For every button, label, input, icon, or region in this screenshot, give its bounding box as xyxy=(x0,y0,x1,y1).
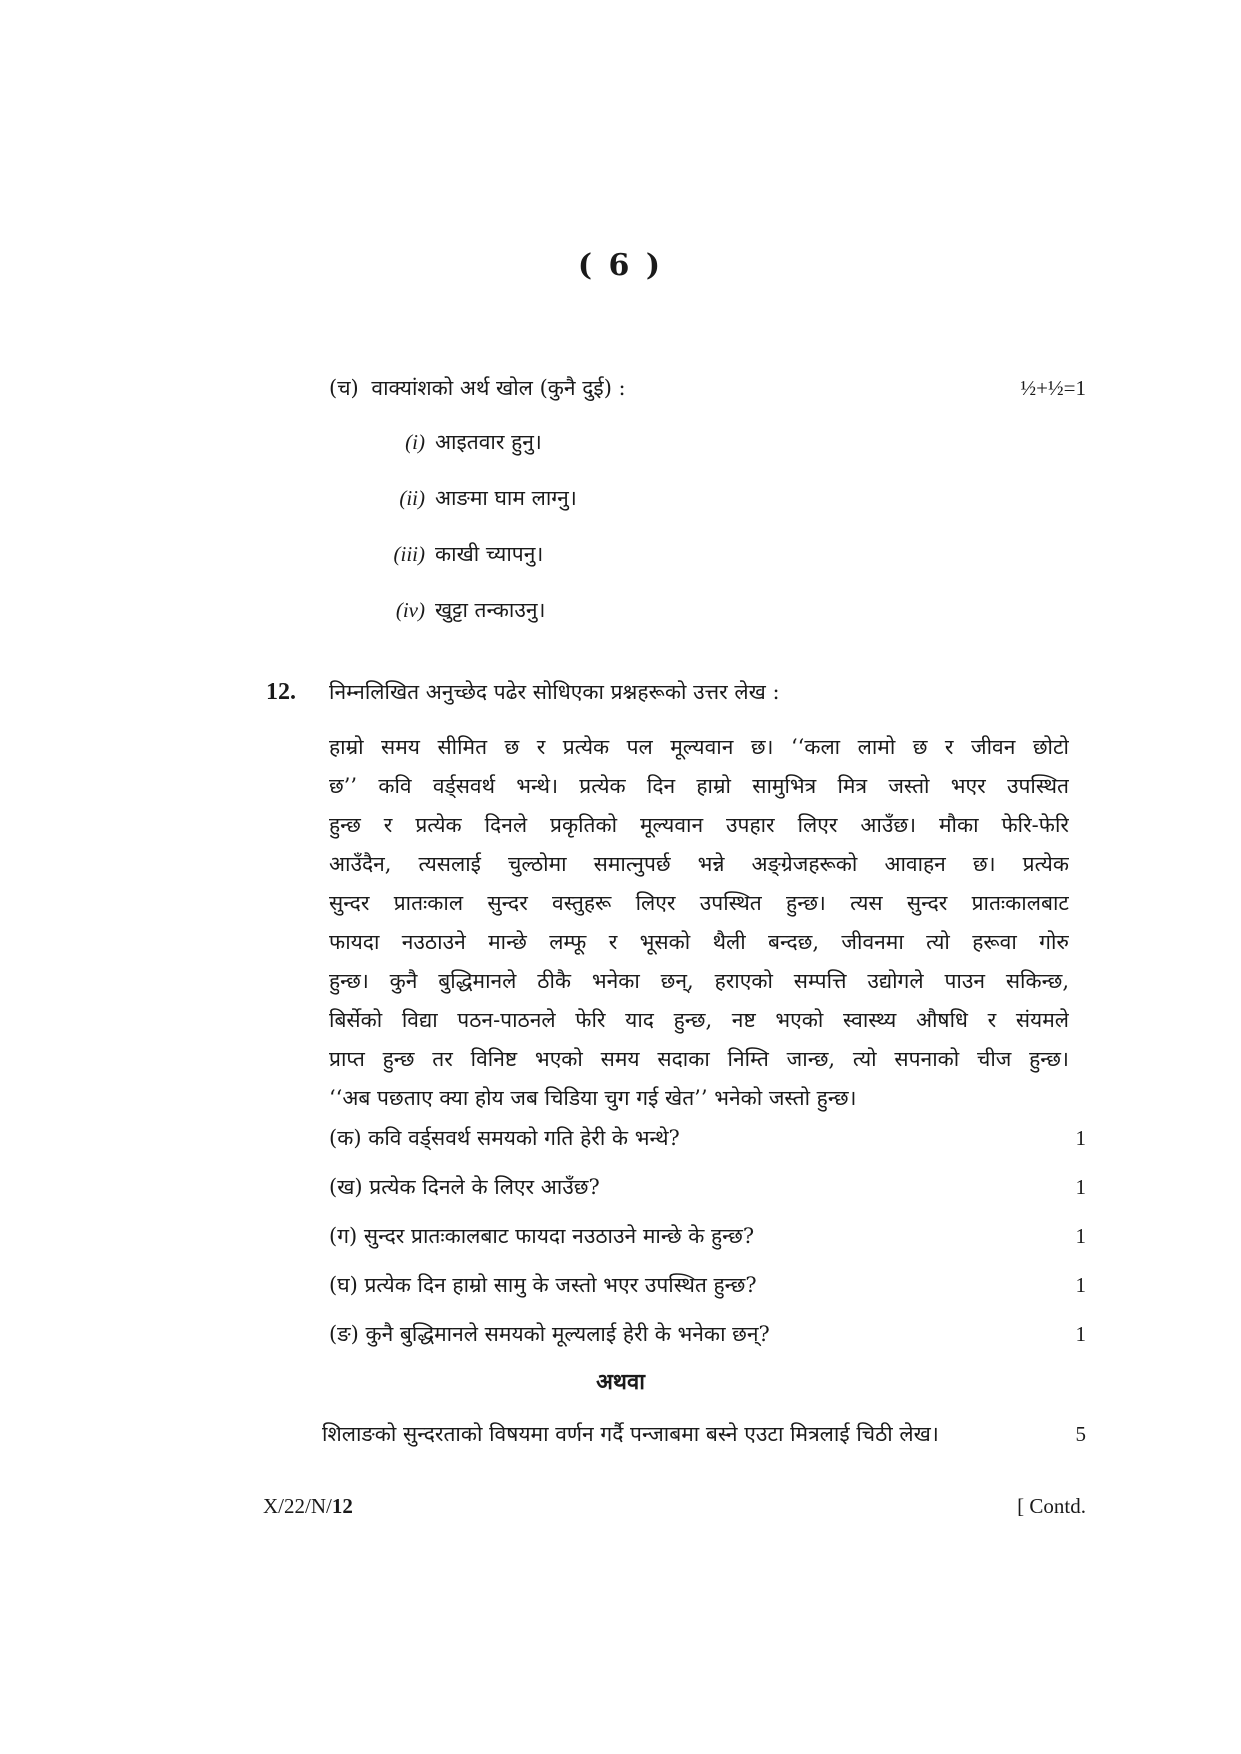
paper-code xyxy=(263,1490,353,1522)
passage-line: आउँदैन, त्यसलाई चुल्ठोमा समात्नुपर्छ भन्ने अङ्ग्रेजहरूको आवाहन छ। प्रत्येक xyxy=(329,852,1069,876)
item-text: आङमा घाम लाग्नु। xyxy=(435,486,577,510)
question-12-instruction: निम्नलिखित अनुच्छेद पढेर सोधिएका प्रश्नहरूको उत्तर लेख : xyxy=(329,680,780,704)
or-heading: अथवा xyxy=(596,1369,645,1395)
part-cha-text: वाक्यांशको अर्थ खोल (कुनै दुई) : xyxy=(371,376,626,400)
subquestion-text: प्रत्येक दिनले के लिएर आउँछ? xyxy=(369,1175,600,1199)
subquestion-label: (ख) xyxy=(329,1175,363,1199)
subquestion-label: (ङ) xyxy=(329,1322,359,1346)
subquestion xyxy=(329,1171,600,1203)
question-12-number: 12. xyxy=(266,679,296,705)
passage-line: सुन्दर प्रातःकाल सुन्दर वस्तुहरू लिएर उपस्थित हुन्छ। त्यस सुन्दर प्रातःकालबाट xyxy=(329,891,1069,915)
passage-line: बिर्सेको विद्या पठन-पाठनले फेरि याद हुन्छ, नष्ट भएको स्वास्थ्य औषधि र संयमले xyxy=(329,1008,1069,1032)
item-text: काखी च्यापनु। xyxy=(435,542,544,566)
subquestion-text: कुनै बुद्धिमानले समयको मूल्यलाई हेरी के भनेका छन्? xyxy=(365,1322,770,1346)
part-cha-item xyxy=(375,482,577,514)
part-cha-label: (च) xyxy=(329,376,359,400)
page-number: ( 6 ) xyxy=(577,248,664,283)
subquestion-label: (क) xyxy=(329,1126,362,1150)
subquestion-marks: 1 xyxy=(1075,1273,1086,1297)
subquestion-marks: 1 xyxy=(1075,1126,1086,1150)
subquestion xyxy=(329,1122,680,1154)
part-cha-item xyxy=(375,426,542,458)
part-cha-heading xyxy=(329,372,626,404)
subquestion-text: कवि वर्ड्सवर्थ समयको गति हेरी के भन्थे? xyxy=(368,1126,680,1150)
alternative-marks: 5 xyxy=(1075,1422,1086,1446)
item-number: (i) xyxy=(405,430,425,454)
alternative-question: शिलाङको सुन्दरताको विषयमा वर्णन गर्दै पन्जाबमा बस्ने एउटा मित्रलाई चिठी लेख। xyxy=(322,1422,939,1446)
item-text: खुट्टा तन्काउनु। xyxy=(435,598,546,622)
passage-line: हाम्रो समय सीमित छ र प्रत्येक पल मूल्यवान छ। ‘‘कला लामो छ र जीवन छोटो xyxy=(329,735,1069,759)
passage-line: छ’’ कवि वर्ड्सवर्थ भन्थे। प्रत्येक दिन हाम्रो सामुभित्र मित्र जस्तो भएर उपस्थित xyxy=(329,774,1069,798)
subquestion-label: (ग) xyxy=(329,1224,358,1248)
item-number: (iv) xyxy=(395,598,425,622)
reading-passage xyxy=(329,728,1069,1118)
subquestion-text: सुन्दर प्रातःकालबाट फायदा नउठाउने मान्छे के हुन्छ? xyxy=(363,1224,755,1248)
part-cha-item xyxy=(375,594,545,626)
subquestion xyxy=(329,1220,754,1252)
passage-line: हुन्छ र प्रत्येक दिनले प्रकृतिको मूल्यवान उपहार लिएर आउँछ। मौका फेरि-फेरि xyxy=(329,813,1069,837)
subquestion-marks: 1 xyxy=(1075,1175,1086,1199)
passage-line: ‘‘अब पछताए क्या होय जब चिडिया चुग गई खेत’’ भनेको जस्तो हुन्छ। xyxy=(329,1086,857,1110)
paper-code-prefix: X/22/N/ xyxy=(263,1494,332,1518)
subquestion-marks: 1 xyxy=(1075,1224,1086,1248)
part-cha-marks: ½+½=1 xyxy=(1020,376,1086,400)
paper-code-number: 12 xyxy=(331,1494,353,1518)
continued-label: [ Contd. xyxy=(1017,1494,1086,1518)
passage-line: प्राप्त हुन्छ तर विनिष्ट भएको समय सदाका निम्ति जान्छ, त्यो सपनाको चीज हुन्छ। xyxy=(329,1047,1069,1071)
subquestion-label: (घ) xyxy=(329,1273,358,1297)
passage-line: फायदा नउठाउने मान्छे लम्फू र भूसको थैली बन्दछ, जीवनमा त्यो हरूवा गोरु xyxy=(329,930,1069,954)
passage-line: हुन्छ। कुनै बुद्धिमानले ठीकै भनेका छन्, हराएको सम्पत्ति उद्योगले पाउन सकिन्छ, xyxy=(329,969,1069,993)
part-cha-item xyxy=(375,538,543,570)
item-text: आइतवार हुनु। xyxy=(435,430,542,454)
subquestion-text: प्रत्येक दिन हाम्रो सामु के जस्तो भएर उपस्थित हुन्छ? xyxy=(364,1273,757,1297)
item-number: (iii) xyxy=(393,542,425,566)
subquestion xyxy=(329,1269,757,1301)
subquestion-marks: 1 xyxy=(1075,1322,1086,1346)
item-number: (ii) xyxy=(399,486,425,510)
subquestion xyxy=(329,1318,770,1350)
